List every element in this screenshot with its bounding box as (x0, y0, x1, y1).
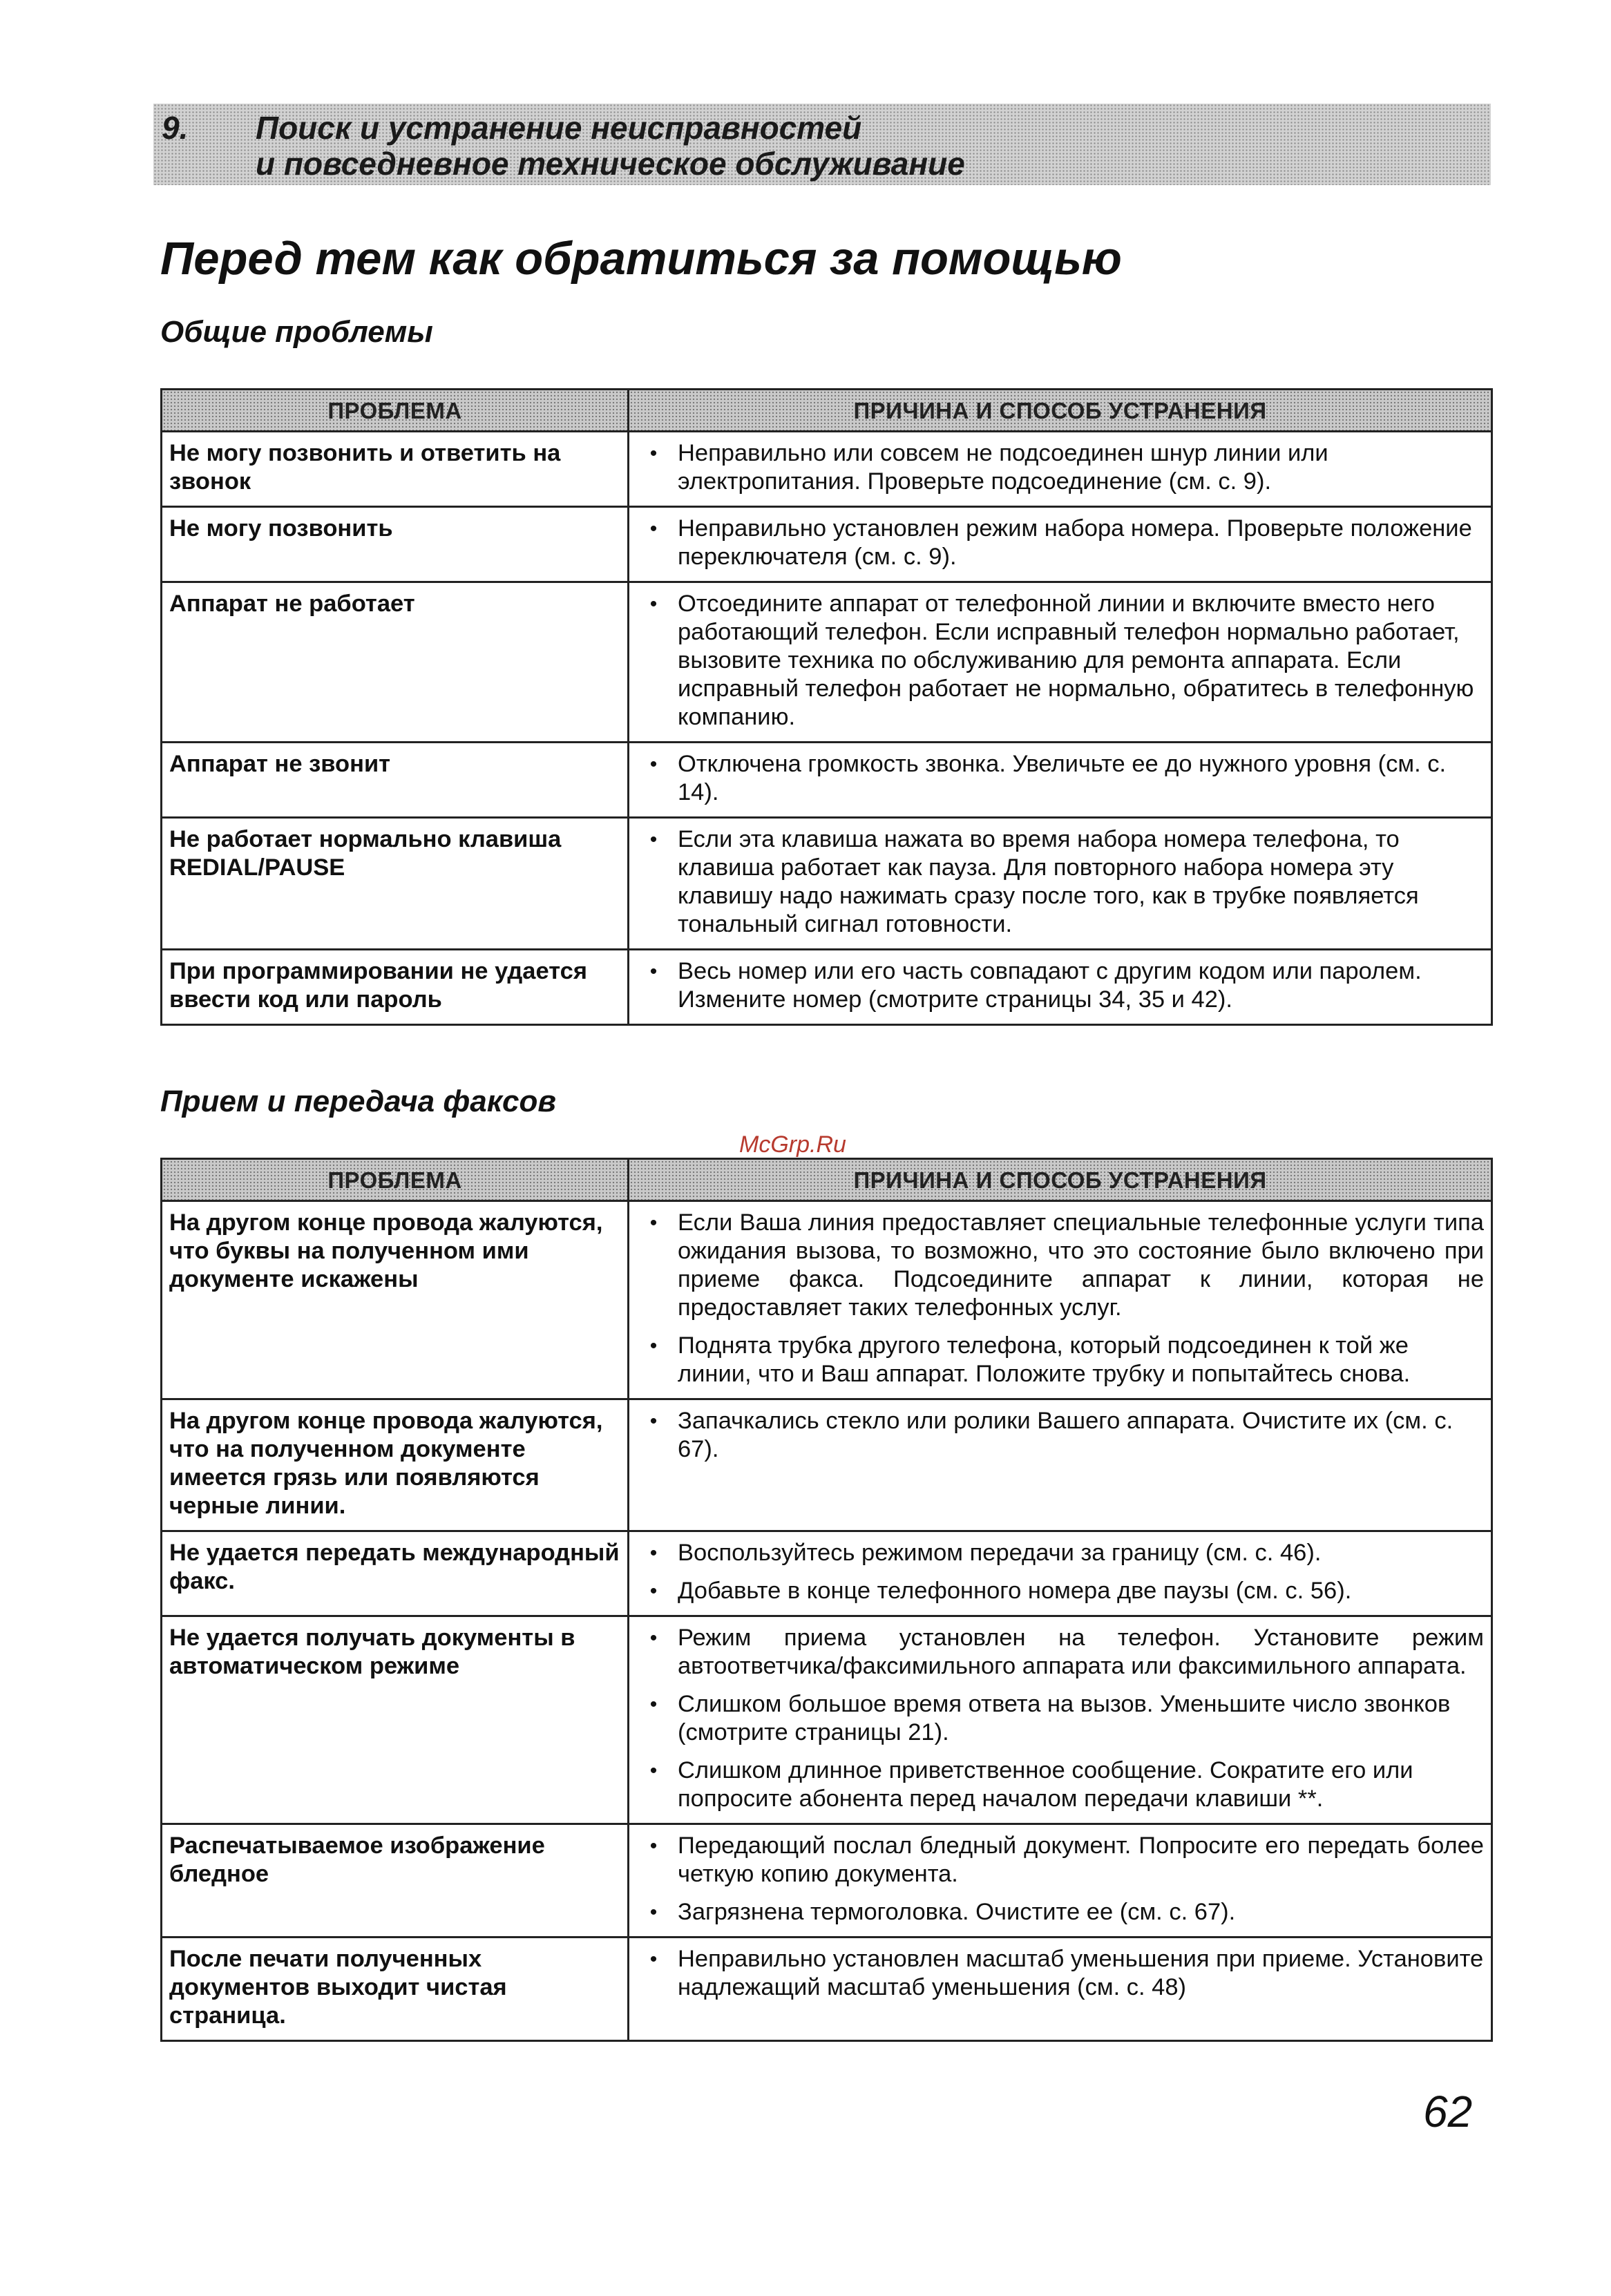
bullet-icon: • (649, 1835, 658, 1857)
watermark: McGrp.Ru (739, 1131, 846, 1158)
cause-cell (629, 1201, 1492, 1399)
cause-text: Неправильно установлен масштаб уменьшения при приеме. Установите надлежащий масштаб уменьшения (см. с. 48) (678, 1946, 1484, 2000)
bullet-icon: • (649, 442, 658, 465)
bullet-icon: • (649, 960, 658, 983)
problem-cell: На другом конце провода жалуются, что буквы на полученном ими документе искажены (162, 1201, 629, 1399)
cause-cell (629, 1399, 1492, 1531)
column-header-cause: ПРИЧИНА И СПОСОБ УСТРАНЕНИЯ (629, 390, 1492, 432)
page-title: Перед тем как обратиться за помощью (160, 233, 1122, 285)
cause-text: Отсоедините аппарат от телефонной линии и включите вместо него работающий телефон. Если исправный телефон нормально работает, вызовите техника по обслуживанию для ремонта аппарата. Если исправный телефон работает не нормально, обратитесь в телефонную компанию. (678, 591, 1474, 730)
column-header-cause: ПРИЧИНА И СПОСОБ УСТРАНЕНИЯ (629, 1159, 1492, 1201)
bullet-icon: • (649, 753, 658, 776)
page-number: 62 (1423, 2087, 1473, 2136)
problem-cell: На другом конце провода жалуются, что на полученном документе имеется грязь или появляются черные линии. (162, 1399, 629, 1531)
cause-text: Слишком длинное приветственное сообщение. Сократите его или попросите абонента перед началом передачи клавиши **. (678, 1757, 1413, 1812)
table-header-row (162, 1159, 1492, 1201)
table-row (162, 1399, 1492, 1531)
problem-cell: Не могу позвонить (162, 507, 629, 582)
cause-cell (629, 743, 1492, 818)
cause-text: Загрязнена термоголовка. Очистите ее (см. с. 67). (678, 1899, 1236, 1925)
table-header-row (162, 390, 1492, 432)
table-row (162, 1938, 1492, 2041)
cause-text: Добавьте в конце телефонного номера две паузы (см. с. 56). (678, 1578, 1352, 1604)
bullet-icon: • (649, 593, 658, 615)
cause-text: Если эта клавиша нажата во время набора номера телефона, то клавиша работает как пауза. Для повторного набора номера эту клавишу надо нажимать сразу после того, как в трубке появляется тональный сигнал готовности. (678, 826, 1419, 937)
table-row (162, 582, 1492, 743)
column-header-problem: ПРОБЛЕМА (162, 1159, 629, 1201)
cause-cell (629, 1616, 1492, 1824)
general-problems-table (160, 388, 1493, 1026)
bullet-icon: • (649, 1948, 658, 1971)
problem-cell: Не могу позвонить и ответить на звонок (162, 432, 629, 507)
section-title-general: Общие проблемы (160, 315, 433, 349)
bullet-icon: • (649, 1901, 658, 1924)
fax-problems-table (160, 1158, 1493, 2042)
table-row (162, 950, 1492, 1025)
table-row (162, 1201, 1492, 1399)
table-row (162, 432, 1492, 507)
chapter-title-line2: и повседневное техническое обслуживание (256, 146, 965, 182)
table-row (162, 743, 1492, 818)
cause-cell (629, 432, 1492, 507)
bullet-icon: • (649, 1580, 658, 1603)
column-header-problem: ПРОБЛЕМА (162, 390, 629, 432)
cause-cell (629, 1531, 1492, 1616)
problem-cell: Не работает нормально клавиша REDIAL/PAUSE (162, 818, 629, 950)
problem-cell: Аппарат не звонит (162, 743, 629, 818)
bullet-icon: • (649, 1627, 658, 1649)
cause-cell (629, 1824, 1492, 1938)
problem-cell: Распечатываемое изображение бледное (162, 1824, 629, 1938)
bullet-icon: • (649, 517, 658, 540)
chapter-title-line1: Поиск и устранение неисправностей (256, 110, 862, 146)
cause-text: Весь номер или его часть совпадают с другим кодом или паролем. Измените номер (смотрите страницы 34, 35 и 42). (678, 958, 1422, 1013)
bullet-icon: • (649, 1410, 658, 1433)
problem-cell: После печати полученных документов выходит чистая страница. (162, 1938, 629, 2041)
problem-cell: Аппарат не работает (162, 582, 629, 743)
cause-cell (629, 1938, 1492, 2041)
cause-text: Запачкались стекло или ролики Вашего аппарата. Очистите их (см. с. 67). (678, 1408, 1453, 1462)
section-title-fax: Прием и передача факсов (160, 1084, 556, 1118)
cause-cell (629, 818, 1492, 950)
table-row (162, 1616, 1492, 1824)
table-row (162, 507, 1492, 582)
cause-text: Режим приема установлен на телефон. Установите режим автоответчика/факсимильного аппарата или факсимильного аппарата. (678, 1625, 1484, 1679)
problem-cell: Не удается получать документы в автоматическом режиме (162, 1616, 629, 1824)
cause-text: Отключена громкость звонка. Увеличьте ее до нужного уровня (см. с. 14). (678, 751, 1447, 805)
bullet-icon: • (649, 1542, 658, 1565)
bullet-icon: • (649, 828, 658, 851)
cause-text: Слишком большое время ответа на вызов. Уменьшите число звонков (смотрите страницы 21). (678, 1691, 1451, 1745)
cause-text: Передающий послал бледный документ. Попросите его передать более четкую копию документа. (678, 1833, 1484, 1887)
chapter-banner (153, 104, 1491, 185)
cause-text: Если Ваша линия предоставляет специальные телефонные услуги типа ожидания вызова, то возможно, что это состояние было включено при приеме факса. Подсоедините аппарат к линии, которая не предоставляет таких телефонных услуг. (678, 1209, 1484, 1321)
cause-text: Поднята трубка другого телефона, который подсоединен к той же линии, что и Ваш аппарат. Положите трубку и попытайтесь снова. (678, 1332, 1411, 1387)
bullet-icon: • (649, 1759, 658, 1782)
cause-cell (629, 507, 1492, 582)
table-row (162, 1531, 1492, 1616)
chapter-number: 9. (162, 110, 189, 146)
cause-text: Неправильно или совсем не подсоединен шнур линии или электропитания. Проверьте подсоединение (см. с. 9). (678, 440, 1328, 495)
bullet-icon: • (649, 1693, 658, 1716)
bullet-icon: • (649, 1334, 658, 1357)
problem-cell: Не удается передать международный факс. (162, 1531, 629, 1616)
problem-cell: При программировании не удается ввести код или пароль (162, 950, 629, 1025)
bullet-icon: • (649, 1212, 658, 1234)
cause-cell (629, 950, 1492, 1025)
cause-cell (629, 582, 1492, 743)
cause-text: Воспользуйтесь режимом передачи за границу (см. с. 46). (678, 1540, 1322, 1566)
table-row (162, 818, 1492, 950)
cause-text: Неправильно установлен режим набора номера. Проверьте положение переключателя (см. с. 9). (678, 515, 1472, 570)
table-row (162, 1824, 1492, 1938)
